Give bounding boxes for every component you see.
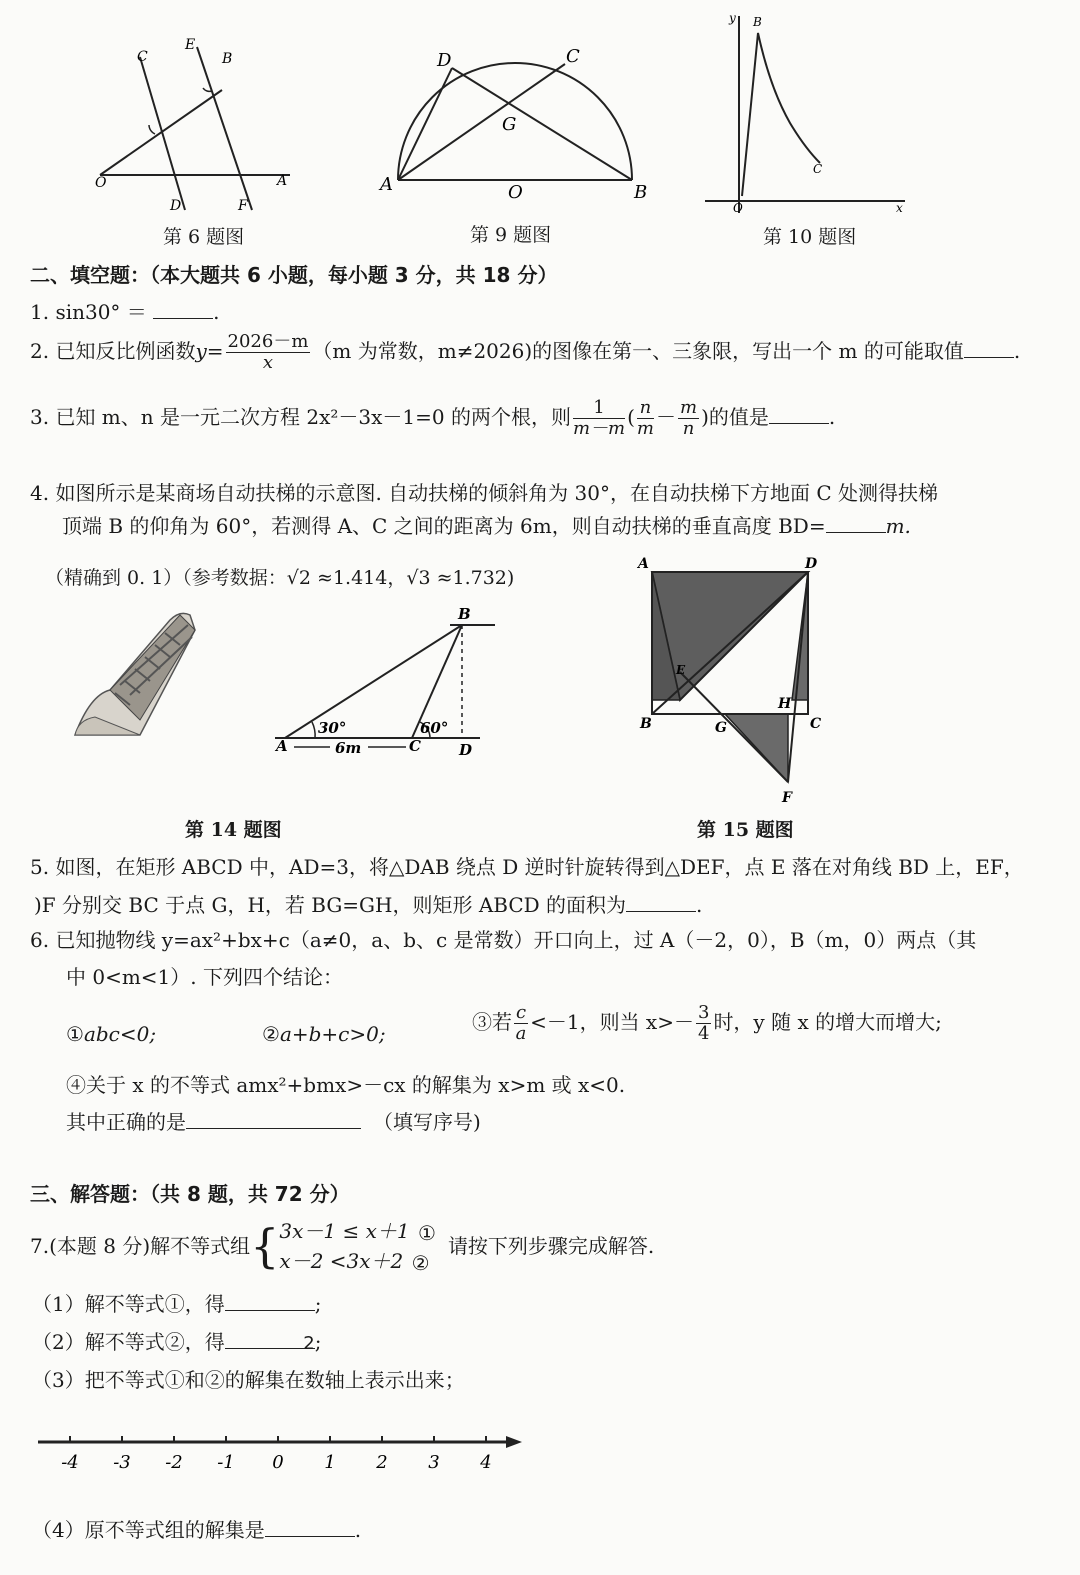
q6-c3-fraction-2 [696,1003,711,1044]
q7-step2-mark: 2 [303,1333,315,1354]
q7-brace: { [250,1219,280,1273]
q6-conclusion-3 [472,1003,942,1044]
q6-c3-f2den: 4 [697,1022,710,1044]
q2-answer-blank[interactable] [964,339,1014,358]
q1-text: 1. sin30° ＝ [30,300,154,324]
q4-unit: m. [885,514,911,538]
q3-f1-num: 1 [573,398,625,419]
fig9-label-b: B [634,182,648,203]
q6-ask-end: （填写序号) [373,1110,481,1134]
q4-line2-text: 顶端 B 的仰角为 60°，若测得 A、C 之间的距离为 6m，则自动扶梯的垂直高度 BD= [62,514,826,538]
q7-step1-text: （1）解不等式①，得 [32,1292,225,1316]
q2-fraction-den: x [262,351,274,373]
q6-c3-fnum: c [516,1002,527,1023]
q3-f2-num: n [637,398,654,419]
q5-end: . [696,893,703,917]
fig6-label-d: D [170,198,182,214]
question-3 [30,398,835,439]
q3-end: . [828,404,836,429]
q6-c3-f2num: 3 [697,1002,710,1023]
q7-ineq-2: x－2 <3x＋2 [279,1249,404,1273]
fig15-label-b: B [640,716,652,732]
fig15-label-g: G [715,720,727,736]
fig14-label-c: C [409,737,421,755]
question-5-line-1: 5. 如图，在矩形 ABCD 中，AD=3，将△DAB 绕点 D 逆时针旋转得到△DEF，点 E 落在对角线 BD 上，EF， [30,855,1024,879]
section-2-title: 二、填空题：（本大题共 6 小题，每小题 3 分，共 18 分） [30,263,558,287]
fig9-label-o: O [508,182,523,203]
fig6-label-a: A [277,173,288,189]
q2-yeq: y= [195,338,224,363]
fig14-label-a: A [276,737,288,755]
figure-6 [90,35,300,225]
q3-close: ) [701,404,709,429]
fig10-caption: 第 10 题图 [763,226,857,248]
q6-conclusion-4 [66,1073,625,1097]
number-line-label: -3 [113,1452,131,1473]
fig10-label-b: B [753,15,762,29]
q7-suffix: 请按下列步骤完成解答. [447,1234,655,1258]
q2-end: . [1013,338,1021,363]
q6-conclusion-1 [66,1022,156,1046]
q4-answer-blank[interactable] [826,514,886,533]
question-6-line-2: 中 0<m<1）. 下列四个结论： [66,965,344,989]
number-line-label: 2 [376,1452,388,1473]
number-line-label: 4 [480,1452,492,1473]
q3-fraction-3 [678,398,699,439]
fig15-label-a: A [638,556,649,572]
q7-step-4 [32,1518,361,1542]
q3-minus: － [655,404,676,429]
fig15-label-e: E [676,663,686,677]
q6-ask-text: 其中正确的是 [66,1110,186,1134]
fig9-label-c: C [566,46,580,67]
q3-answer-blank[interactable] [769,405,829,424]
q6-c1-num: ① [66,1022,84,1046]
q2-fraction-num: 2026－m [227,331,309,352]
q3-fraction-1 [573,398,625,439]
q6-c1: abc<0; [83,1022,157,1046]
figure-9 [370,40,660,210]
number-line-label: 3 [428,1452,440,1473]
q2-suffix: （m 为常数，m≠2026)的图像在第一、三象限，写出一个 m 的可能取值 [312,338,964,363]
figure-14 [270,605,500,760]
fig15-label-d: D [805,556,818,572]
number-line-label: -4 [61,1452,79,1473]
q7-step-1: （1）解不等式①，得 ; [32,1292,322,1316]
q7-prefix: 7.(本题 8 分)解不等式组 [30,1234,251,1258]
q6-answer-blank[interactable] [186,1110,361,1129]
fig6-label-c: C [137,49,148,65]
fig14-angle-30: 30° [318,719,347,737]
number-line-label: -1 [217,1452,235,1473]
q7-step2-text: （2）解不等式②，得 [32,1330,225,1354]
q3-prefix: 3. 已知 m、n 是一元二次方程 2x²－3x－1=0 的两个根，则 [30,404,571,429]
q1-answer-blank[interactable] [153,300,213,319]
q7-step1-blank[interactable] [225,1292,315,1311]
fig6-caption: 第 6 题图 [163,226,245,248]
q7-step2-blank[interactable] [225,1330,315,1354]
fig6-label-o: O [95,175,107,191]
q7-ineq-1-num: ① [418,1220,436,1245]
q1-end: . [213,300,220,324]
fig9-label-g: G [502,114,517,135]
q6-c3-fden: a [515,1022,527,1044]
question-4-line-1: 4. 如图所示是某商场自动扶梯的示意图. 自动扶梯的倾斜角为 30°，在自动扶梯下方地面 C 处测得扶梯 [30,481,938,505]
fig10-label-o: O [733,201,743,215]
q3-f3-den: n [682,417,695,439]
question-4-line-2 [62,514,911,538]
q6-c3-fraction [514,1003,528,1044]
q3-f2-den: m [636,417,654,439]
fig14-angle-60: 60° [420,719,449,737]
number-line-label: -2 [165,1452,183,1473]
question-6-line-1: 6. 已知抛物线 y=ax²+bx+c（a≠0，a、b、c 是常数）开口向上，过 A（－2，0），B（m，0）两点（其 [30,928,977,952]
fig9-label-a: A [380,174,393,195]
fig15-label-f: F [782,790,792,806]
figure-15 [630,552,830,807]
q6-c4-num: ④ [66,1073,86,1097]
q5-answer-blank[interactable] [626,893,696,912]
number-line [30,1420,530,1480]
q7-step4-blank[interactable] [265,1518,355,1537]
section-3-title: 三、解答题：（共 8 题，共 72 分） [30,1182,350,1206]
question-4-note: （精确到 0. 1）（参考数据：√2 ≈1.414，√3 ≈1.732) [45,567,515,589]
fig10-label-y: y [729,11,736,25]
q7-step-2: （2）解不等式②，得 2; [32,1330,322,1354]
fig15-caption: 第 15 题图 [697,819,794,841]
escalator-image [70,605,205,750]
q3-fraction-2 [637,398,654,439]
q2-prefix: 2. 已知反比例函数 [30,338,196,363]
fig10-label-x: x [896,201,903,215]
fig15-label-c: C [810,716,822,732]
q7-ineq-2-num: ② [411,1250,430,1275]
q6-c3-mid: <－1，则当 x>－ [530,1009,694,1034]
q6-conclusion-2 [262,1022,386,1046]
q6-c2: a+b+c>0; [279,1022,386,1046]
q6-ask [66,1110,481,1134]
q3-f3-num: m [679,397,698,418]
q7-ineq-1: 3x－1 ≤ x＋1 [279,1219,410,1243]
q7-step-3: （3）把不等式①和②的解集在数轴上表示出来； [32,1368,465,1392]
q6-c3-num: ③ [472,1009,492,1034]
fig15-label-h: H [778,696,792,712]
q7-system [279,1216,438,1276]
q7-step4-text: （4）原不等式组的解集是 [32,1518,265,1542]
fig6-label-e: E [185,37,196,53]
q5-line2-text: )F 分别交 BC 于点 G，H，若 BG=GH，则矩形 ABCD 的面积为 [34,893,627,917]
fig14-label-d: D [459,741,473,759]
fig14-distance: 6m [335,739,362,757]
fig14-label-b: B [458,605,471,623]
fig6-label-b: B [222,51,233,67]
figure-10 [700,8,910,218]
q3-f1-den: m－m [572,417,626,439]
fig14-caption: 第 14 题图 [185,819,282,841]
question-5-line-2 [34,893,702,917]
fig10-label-c: C [813,162,823,176]
fig9-label-d: D [437,50,452,71]
number-line-label: 0 [272,1452,284,1473]
q2-fraction [226,332,311,373]
q3-open: ( [627,404,635,429]
number-line-label: 1 [324,1452,336,1473]
q6-c3-pre: 若 [492,1009,512,1034]
q6-c2-num: ② [262,1022,280,1046]
question-2 [30,332,1020,373]
q6-c3-post: 时，y 随 x 的增大而增大; [713,1009,942,1034]
fig6-label-f: F [238,198,248,214]
q3-suffix: 的值是 [708,404,769,429]
question-1 [30,300,220,324]
fig9-caption: 第 9 题图 [470,224,552,246]
q6-c4: 关于 x 的不等式 amx²+bmx>－cx 的解集为 x>m 或 x<0. [86,1073,626,1097]
question-7 [30,1216,654,1276]
q7-step4-end: . [354,1518,362,1542]
